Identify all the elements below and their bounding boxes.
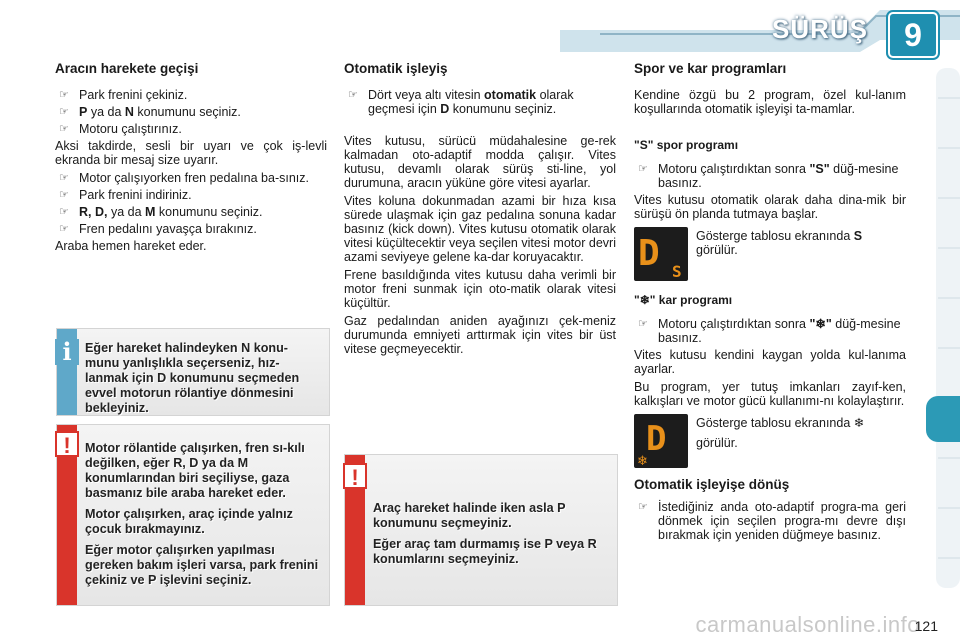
list-item: ☞ Fren pedalını yavaşça bırakınız. (55, 222, 327, 236)
section-heading-starting: Aracın harekete geçişi (55, 61, 199, 76)
info-icon: i (55, 339, 79, 365)
list-item: ☞ İstediğiniz anda oto-adaptif progra-ma geri dönmek için seçilen progra-mı devre dışı bırakmak için yeniden düğmeye basınız. (634, 500, 906, 542)
list-item: ☞ Motoru çalıştırınız. (55, 122, 327, 136)
list-item: ☞ Motoru çalıştırdıktan sonra "S" düğ-mesine basınız. (634, 162, 906, 190)
chapter-number-badge: 9 (888, 12, 938, 58)
pointer-hand-icon: ☞ (638, 163, 648, 175)
pointer-hand-icon: ☞ (59, 89, 69, 101)
pointer-hand-icon: ☞ (59, 106, 69, 118)
column-automatic (344, 62, 616, 360)
pointer-hand-icon: ☞ (59, 189, 69, 201)
pointer-hand-icon: ☞ (638, 501, 648, 513)
chapter-title: SÜRÜŞ (771, 14, 868, 44)
column-sport-snow (634, 62, 906, 545)
list-item: ☞ Dört veya altı vitesin otomatik olarak geçmesi için D konumunu seçiniz. (344, 88, 616, 116)
display-caption: Gösterge tablosu ekranında S görülür. (696, 229, 863, 257)
paragraph: Bu program, yer tutuş imkanları zayıf-ken, kalkışları ve motor gücü kullanımı-nı kolaylaştırır. (634, 380, 906, 408)
warning-box-text: Motor rölantide çalışırken, fren sı-kılı değilken, eğer R, D ya da M konumlarından biri seçiliyse, gaza basmanız bile araba hareket eder. Motor çalışırken, araç içinde yalnız çocuk bırakmayınız. Eğer motor çalışırken yapılması gereken bakım işleri varsa, park frenini çekiniz ve P işlevini seçiniz. (85, 441, 319, 587)
paragraph: Aksi takdirde, sesli bir uyarı ve çok iş-levli ekranda bir mesaj size uyarır. (55, 139, 327, 167)
paragraph: Vites kutusu, sürücü müdahalesine ge-rek kalmadan oto-adaptif modda çalışır. Vites kutusu, devamlı olarak sürüş sti-line, yol durumuna, aracın yüküne göre vitesi ayarlar. (344, 134, 616, 190)
section-heading-return: Otomatik işleyişe dönüş (634, 477, 790, 492)
pointer-hand-icon: ☞ (348, 89, 358, 101)
info-box-text: Eğer hareket halindeyken N konu-munu yanlışlıkla seçerseniz, hız-lanmak için D konumunu seçmeden evvel motorun rölantiye dönmesini bekleyiniz. (85, 341, 300, 415)
subheading-sport: "S" spor programı (634, 138, 739, 152)
warning-box-automatic (344, 454, 618, 606)
paragraph: Vites koluna dokunmadan azami bir hıza kısa sürede ulaşmak için gaz pedalına sonuna kadar basınız (kick down). Vites kutusu otomatik olarak vitesi küçültecektir veya seçilen vitesi motor devri azami seviyeye gelene ka-dar koruyacaktır. (344, 194, 616, 264)
paragraph: Frene basıldığında vites kutusu daha verimli bir motor freni sunmak için oto-matik olarak vitesi küçültür. (344, 268, 616, 310)
section-heading-automatic: Otomatik işleyiş (344, 61, 448, 76)
page-number: 121 (914, 618, 938, 634)
display-gear-letter: D (646, 419, 667, 459)
list-item: ☞ Park frenini çekiniz. (55, 88, 327, 102)
pointer-hand-icon: ☞ (59, 123, 69, 135)
list-item: ☞ Park frenini indiriniz. (55, 188, 327, 202)
paragraph: Vites kutusu kendini kaygan yolda kul-lanıma ayarlar. (634, 348, 906, 376)
watermark: carmanualsonline.info (695, 612, 920, 637)
pointer-hand-icon: ☞ (59, 172, 69, 184)
list-item: ☞ P ya da N konumunu seçiniz. (55, 105, 327, 119)
warning-box-starting (56, 424, 330, 606)
subheading-snow: "❄" kar programı (634, 293, 733, 307)
snow-mode-display (634, 414, 688, 468)
paragraph: Gaz pedalından aniden ayağınızı çek-meniz durumunda emniyeti arttırmak için vites bir üst vitese geçmeyecektir. (344, 314, 616, 356)
display-gear-letter: D (638, 233, 660, 274)
warning-icon: ! (55, 431, 79, 457)
info-box (56, 328, 330, 416)
display-sport-letter: S (672, 262, 682, 281)
warning-icon: ! (343, 463, 367, 489)
paragraph: Vites kutusu otomatik olarak daha dina-mik bir sürüşü ön planda tutmaya başlar. (634, 193, 906, 221)
side-tab-chapter-9[interactable] (926, 396, 960, 442)
sport-mode-display (634, 227, 688, 281)
list-item: ☞ R, D, ya da M konumunu seçiniz. (55, 205, 327, 219)
paragraph: Kendine özgü bu 2 program, özel kul-lanım koşullarında otomatik işleyişi ta-mamlar. (634, 88, 906, 116)
snowflake-icon: ❄ (637, 454, 648, 468)
pointer-hand-icon: ☞ (59, 223, 69, 235)
warning-box-text: Araç hareket halinde iken asla P konumunu seçmeyiniz. Eğer araç tam durmamış ise P veya R konumlarını seçmeyiniz. (373, 501, 597, 566)
column-starting (55, 62, 327, 257)
list-item: ☞ Motor çalışıyorken fren pedalına ba-sınız. (55, 171, 327, 185)
pointer-hand-icon: ☞ (638, 318, 648, 330)
paragraph: Araba hemen hareket eder. (55, 239, 207, 253)
pointer-hand-icon: ☞ (59, 206, 69, 218)
display-caption: Gösterge tablosu ekranında ❄ görülür. (696, 416, 865, 450)
section-heading-sport-snow: Spor ve kar programları (634, 61, 787, 76)
list-item: ☞ Motoru çalıştırdıktan sonra "❄" düğ-mesine basınız. (634, 317, 906, 345)
side-tab-strip (926, 68, 960, 588)
